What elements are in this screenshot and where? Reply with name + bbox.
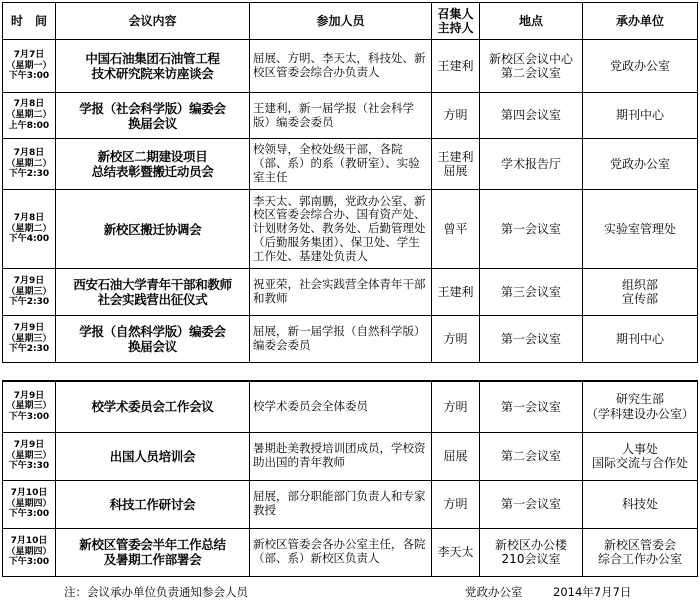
meeting-time-line: （星期二） <box>6 223 52 234</box>
meeting-location-line: 第二会议室 <box>500 66 561 80</box>
meeting-row <box>3 139 698 190</box>
meeting-time <box>3 480 56 528</box>
meeting-location-line: 第三会议室 <box>500 284 561 299</box>
meeting-time-line: （星期三） <box>6 286 52 297</box>
meeting-host-line: 屈展 <box>443 164 468 178</box>
meeting-location <box>480 93 583 139</box>
meeting-organizer-line: 组织部 <box>621 277 658 292</box>
meeting-topic-line: 总结表彰暨搬迁动员会 <box>91 164 214 179</box>
meeting-organizer-line: 研究生部 <box>615 392 664 407</box>
meeting-host-line: 王建利 <box>437 284 474 299</box>
meeting-row <box>3 432 698 480</box>
meeting-time-line: 下午3:00 <box>8 412 50 423</box>
meeting-time <box>3 190 56 269</box>
meeting-time-line: 7月10日 <box>10 487 48 498</box>
meeting-attendees: 屈展，部分职能部门负责人和专家教授 <box>250 480 432 528</box>
meeting-topic <box>56 269 250 316</box>
meeting-time <box>3 432 56 480</box>
meeting-topic-line: 新校区搬迁协调会 <box>103 221 202 237</box>
meeting-location-line: 第一会议室 <box>500 331 561 346</box>
meeting-time <box>3 93 56 139</box>
footer-office: 党政办公室 <box>465 585 523 599</box>
meeting-organizer <box>583 480 698 528</box>
meeting-time-line: 7月8日 <box>13 147 45 158</box>
meeting-topic <box>56 528 250 576</box>
meeting-topic <box>56 480 250 528</box>
meeting-host-line: 方明 <box>443 331 468 346</box>
meeting-attendees: 校领导，全校处级干部，各院（部、系）的系（教研室）、实验室主任 <box>250 139 432 190</box>
meeting-organizer <box>583 528 698 576</box>
meeting-location-line: 学术报告厅 <box>500 156 561 171</box>
meeting-time-line: 下午4:00 <box>8 234 50 245</box>
meeting-topic-line: 学报（自然科学版）编委会 <box>79 324 226 339</box>
meeting-topic-line: 科技工作研讨会 <box>109 496 196 512</box>
meeting-attendees: 新校区管委会各办公室主任，各院（部、系）新校区负责人 <box>250 528 432 576</box>
header-time: 时 间 <box>3 3 56 40</box>
meeting-topic <box>56 381 250 432</box>
meeting-organizer-line: 科技处 <box>621 496 658 511</box>
meeting-location-line: 第一会议室 <box>500 399 561 414</box>
meeting-time-line: 7月9日 <box>13 439 45 450</box>
meeting-host-line: 方明 <box>443 399 468 414</box>
meeting-host <box>432 316 480 363</box>
meeting-host-line: 王建利 <box>437 58 474 73</box>
meeting-location-line: 新校区会议中心 <box>488 51 573 66</box>
meeting-time-line: 下午3:00 <box>8 71 50 82</box>
meeting-topic-line: 技术研究院来访座谈会 <box>91 66 214 81</box>
meeting-location-line: 第一会议室 <box>500 496 561 511</box>
header-host-line1: 召集人 <box>437 6 474 21</box>
meeting-topic-line: 校学术委员会工作会议 <box>91 399 214 415</box>
meeting-topic <box>56 139 250 190</box>
meeting-time <box>3 381 56 432</box>
meeting-topic-line: 及暑期工作部署会 <box>103 552 202 567</box>
meeting-row <box>3 316 698 363</box>
meeting-time-line: （星期三） <box>6 401 52 412</box>
meeting-topic <box>56 316 250 363</box>
meeting-time-line: （星期二） <box>6 110 52 121</box>
header-attendees: 参加人员 <box>250 3 432 40</box>
meeting-topic-line: 换届会议 <box>128 115 177 131</box>
meeting-time <box>3 139 56 190</box>
header-location: 地点 <box>480 3 583 40</box>
meeting-time-line: 7月9日 <box>13 390 45 401</box>
meeting-host-line: 曾平 <box>443 221 468 236</box>
meeting-organizer <box>583 93 698 139</box>
meeting-location <box>480 528 583 576</box>
meeting-row <box>3 381 698 432</box>
meeting-organizer <box>583 381 698 432</box>
meeting-location <box>480 480 583 528</box>
meeting-host-line: 王建利 <box>437 149 474 164</box>
meeting-time <box>3 40 56 93</box>
meeting-row <box>3 528 698 576</box>
meeting-row <box>3 93 698 139</box>
meeting-attendees: 屈展，新一届学报（自然科学版）编委会委员 <box>250 316 432 363</box>
meeting-location <box>480 432 583 480</box>
meeting-attendees: 暑期赴美教授培训团成员，学校资助出国的青年教师 <box>250 432 432 480</box>
meeting-attendees: 祝亚荣，社会实践营全体青年干部和教师 <box>250 269 432 316</box>
meeting-organizer-line: 党政办公室 <box>609 156 670 171</box>
meeting-host-line: 方明 <box>443 496 468 511</box>
meeting-host-line: 屈展 <box>443 448 468 463</box>
meeting-host <box>432 480 480 528</box>
meeting-topic <box>56 93 250 139</box>
meeting-location-line: 新校区办公楼 <box>494 537 567 552</box>
meeting-time-line: 7月8日 <box>13 212 45 223</box>
meeting-location <box>480 40 583 93</box>
meeting-location <box>480 381 583 432</box>
meeting-row <box>3 480 698 528</box>
meeting-time-line: 7月8日 <box>13 99 45 110</box>
meeting-time-line: （星期一） <box>6 60 52 71</box>
meeting-time-line: （星期三） <box>6 333 52 344</box>
meeting-topic-line: 新校区二期建设项目 <box>97 149 208 164</box>
meeting-topic-line: 出国人员培训会 <box>109 448 196 464</box>
meeting-topic-line: 中国石油集团石油管工程 <box>85 51 220 66</box>
meeting-time <box>3 316 56 363</box>
meeting-organizer-line: 期刊中心 <box>615 108 664 123</box>
meeting-time-line: 下午2:30 <box>8 344 50 355</box>
meeting-organizer <box>583 316 698 363</box>
meeting-time-line: 7月9日 <box>13 275 45 286</box>
meeting-time-line: 上午8:00 <box>8 120 50 131</box>
meeting-organizer-line: 综合工作办公室 <box>597 552 682 566</box>
header-row <box>3 3 698 40</box>
meeting-attendees: 屈展、方明、李天太，科技处、新校区管委会综合办负责人 <box>250 40 432 93</box>
header-host <box>432 3 480 40</box>
meeting-time-line: （星期四） <box>6 498 52 509</box>
meeting-location-line: 210会议室 <box>501 552 561 566</box>
footer-note: 注：会议承办单位负责通知参会人员 <box>64 585 248 599</box>
meeting-time-line: 下午3:00 <box>8 557 50 568</box>
meeting-location <box>480 190 583 269</box>
meeting-organizer-line: 国际交流与合作处 <box>591 456 688 470</box>
meeting-topic-line: 西安石油大学青年干部和教师 <box>73 277 232 292</box>
meeting-host <box>432 40 480 93</box>
header-host-line2: 主持人 <box>437 21 474 35</box>
header-organizer: 承办单位 <box>583 3 698 40</box>
meeting-attendees: 王建利，新一届学报（社会科学版）编委会委员 <box>250 93 432 139</box>
meeting-topic <box>56 432 250 480</box>
meeting-topic <box>56 190 250 269</box>
meeting-time-line: 下午3:30 <box>8 461 50 472</box>
meeting-host <box>432 528 480 576</box>
meeting-time <box>3 528 56 576</box>
meeting-host <box>432 432 480 480</box>
meeting-location-line: 第一会议室 <box>500 221 561 236</box>
meeting-row <box>3 40 698 93</box>
meeting-organizer <box>583 139 698 190</box>
meeting-time <box>3 269 56 316</box>
meeting-organizer-line: （学科建设办公室） <box>586 406 695 421</box>
meeting-organizer <box>583 269 698 316</box>
meeting-topic <box>56 40 250 93</box>
meeting-host <box>432 381 480 432</box>
meeting-location-line: 第四会议室 <box>500 108 561 123</box>
meeting-location <box>480 316 583 363</box>
meeting-organizer-line: 宣传部 <box>621 292 658 306</box>
meeting-organizer <box>583 432 698 480</box>
meeting-host <box>432 93 480 139</box>
meeting-time-line: 7月9日 <box>13 322 45 333</box>
meeting-topic-line: 换届会议 <box>128 339 177 354</box>
meeting-location <box>480 269 583 316</box>
header-topic: 会议内容 <box>56 3 250 40</box>
meeting-topic-line: 学报（社会科学版）编委会 <box>79 100 226 116</box>
meeting-location-line: 第二会议室 <box>500 448 561 463</box>
schedule-table-part1 <box>2 2 698 363</box>
meeting-time-line: 7月10日 <box>10 535 48 546</box>
meeting-organizer-line: 人事处 <box>621 441 658 456</box>
meeting-host-line: 李天太 <box>437 544 474 559</box>
meeting-time-line: （星期二） <box>6 158 52 169</box>
meeting-attendees: 校学术委员会全体委员 <box>250 381 432 432</box>
meeting-topic-line: 社会实践营出征仪式 <box>97 292 208 307</box>
meeting-organizer-line: 实验室管理处 <box>603 221 676 236</box>
meeting-time-line: 下午3:00 <box>8 509 50 520</box>
meeting-time-line: 7月7日 <box>13 49 45 60</box>
meeting-organizer-line: 期刊中心 <box>615 331 664 346</box>
meeting-host <box>432 139 480 190</box>
meeting-topic-line: 新校区管委会半年工作总结 <box>79 537 226 552</box>
meeting-time-line: 下午2:30 <box>8 297 50 308</box>
footer-date: 2014年7月7日 <box>553 585 632 599</box>
meeting-organizer-line: 党政办公室 <box>609 58 670 73</box>
meeting-attendees: 李天太、郭南鹏，党政办公室、新校区管委会综合办、国有资产处、计划财务处、教务处、后勤管理处（后勤服务集团）、保卫处、学生工作处、基建处负责人 <box>250 190 432 269</box>
meeting-host <box>432 190 480 269</box>
meeting-row <box>3 269 698 316</box>
meeting-time-line: 下午2:30 <box>8 169 50 180</box>
meeting-host <box>432 269 480 316</box>
meeting-organizer <box>583 190 698 269</box>
meeting-organizer <box>583 40 698 93</box>
schedule-table-part2 <box>2 380 698 577</box>
meeting-host-line: 方明 <box>443 108 468 123</box>
meeting-location <box>480 139 583 190</box>
meeting-time-line: （星期三） <box>6 450 52 461</box>
meeting-organizer-line: 新校区管委会 <box>603 537 676 552</box>
meeting-row <box>3 190 698 269</box>
meeting-time-line: （星期四） <box>6 546 52 557</box>
